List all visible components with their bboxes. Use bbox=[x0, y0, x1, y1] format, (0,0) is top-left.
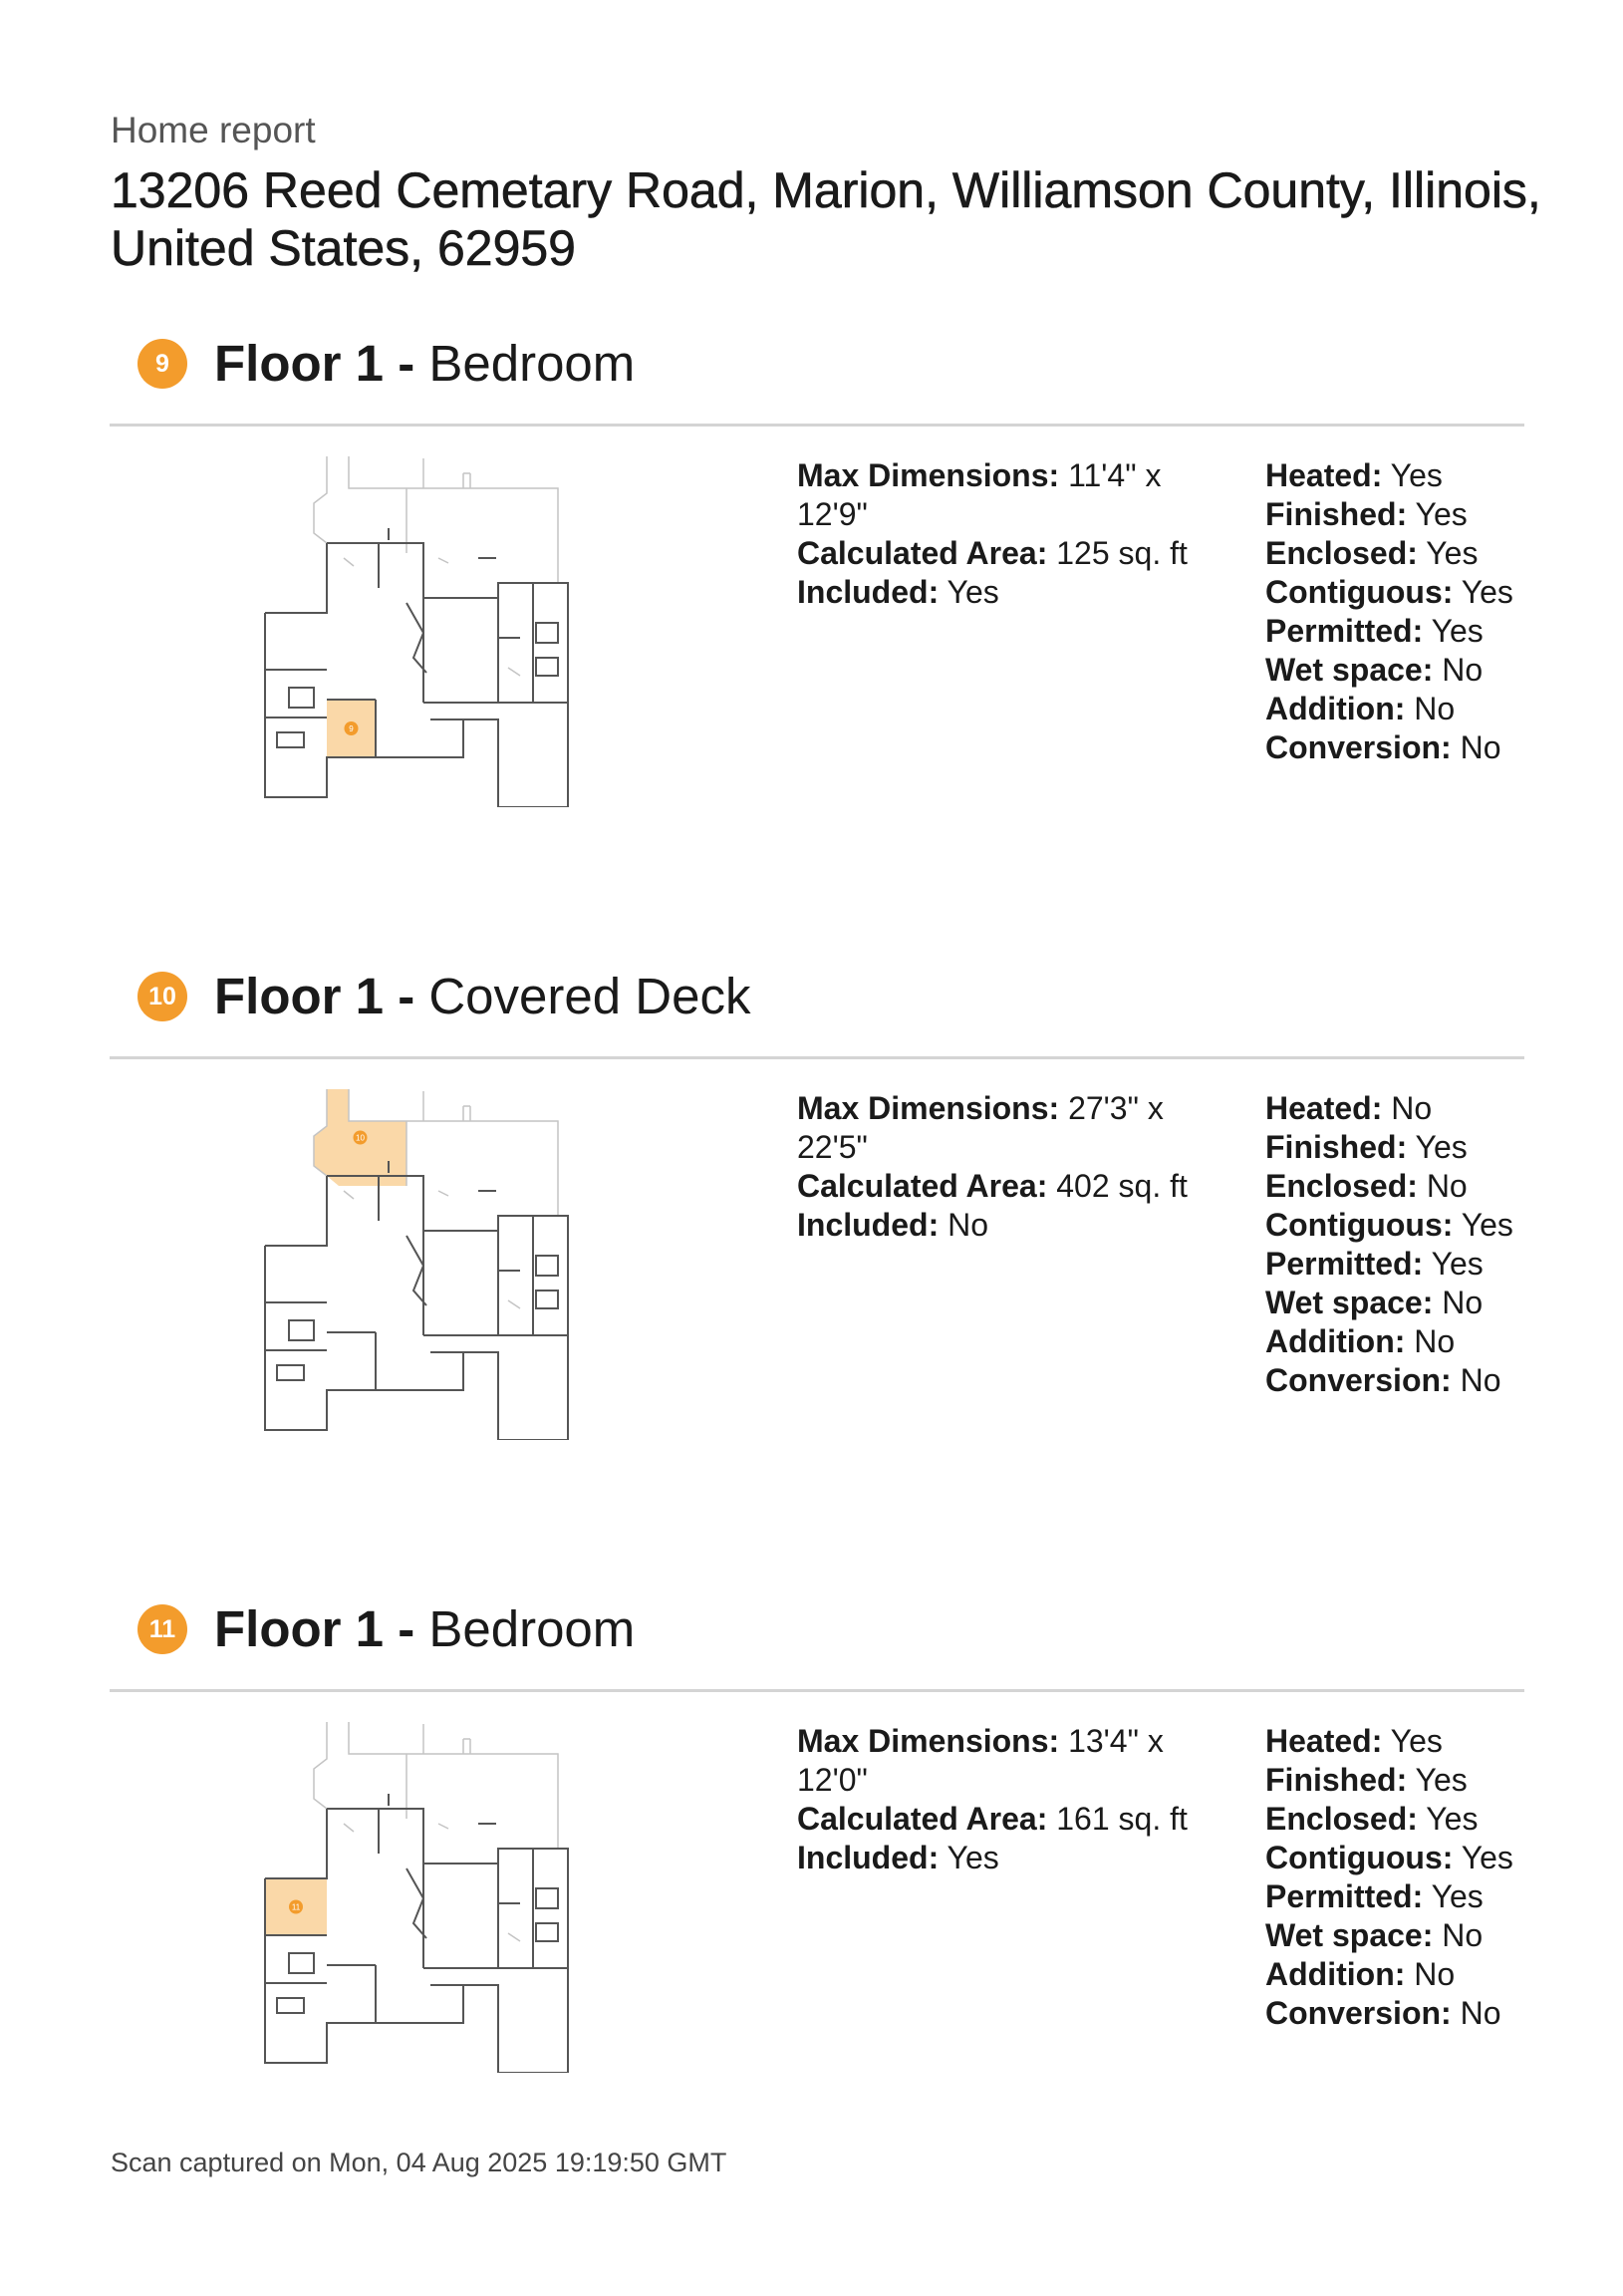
heated-label: Heated: bbox=[1265, 1090, 1383, 1126]
permitted-label: Permitted: bbox=[1265, 1246, 1424, 1282]
floor-plan-wall bbox=[430, 1985, 463, 2023]
finished-row bbox=[1265, 1128, 1524, 1167]
conversion-value: No bbox=[1460, 1995, 1501, 2031]
max-dimensions-value: 27'3" x 22'5" bbox=[797, 1090, 1164, 1165]
floor-plan-wall bbox=[289, 1953, 314, 1973]
addition-value: No bbox=[1414, 1323, 1456, 1359]
floor-plan-wall bbox=[536, 1923, 558, 1941]
floor-plan-wall bbox=[376, 1352, 568, 1440]
floor-plan-wall bbox=[289, 688, 314, 708]
calculated-area-value: 402 sq. ft bbox=[1056, 1168, 1188, 1204]
room-title-separator: - bbox=[398, 335, 415, 392]
floor-plan-outline bbox=[463, 1739, 470, 1754]
addition-value: No bbox=[1414, 691, 1456, 726]
permitted-label: Permitted: bbox=[1265, 1878, 1424, 1914]
included-label: Included: bbox=[797, 574, 940, 610]
room-title-separator: - bbox=[398, 968, 415, 1024]
conversion-value: No bbox=[1460, 1362, 1501, 1398]
max-dimensions-row bbox=[797, 1089, 1216, 1167]
wet-space-label: Wet space: bbox=[1265, 1285, 1434, 1320]
room-marker-number: 11 bbox=[291, 1902, 301, 1912]
calculated-area-row bbox=[797, 1800, 1216, 1839]
enclosed-label: Enclosed: bbox=[1265, 1168, 1418, 1204]
room-title bbox=[214, 329, 635, 399]
conversion-row bbox=[1265, 1361, 1524, 1400]
permitted-row bbox=[1265, 1877, 1524, 1916]
included-label: Included: bbox=[797, 1840, 940, 1875]
conversion-label: Conversion: bbox=[1265, 1995, 1452, 2031]
finished-label: Finished: bbox=[1265, 496, 1408, 532]
included-row bbox=[797, 1206, 1216, 1245]
addition-label: Addition: bbox=[1265, 691, 1406, 726]
contiguous-label: Contiguous: bbox=[1265, 1207, 1454, 1243]
permitted-label: Permitted: bbox=[1265, 613, 1424, 649]
max-dimensions-label: Max Dimensions: bbox=[797, 457, 1060, 493]
wet-space-row bbox=[1265, 1284, 1524, 1322]
floor-plan-thumbnail bbox=[259, 1714, 618, 2073]
floor-plan-wall bbox=[289, 1320, 314, 1340]
floor-plan-outline bbox=[349, 1722, 558, 1849]
room-header bbox=[0, 962, 1623, 1056]
max-dimensions-label: Max Dimensions: bbox=[797, 1723, 1060, 1759]
floor-plan-wall bbox=[277, 732, 304, 747]
floor-plan-wall bbox=[265, 1246, 376, 1430]
wet-space-value: No bbox=[1442, 1285, 1484, 1320]
room-attributes bbox=[1265, 1089, 1524, 1400]
floor-plan-drawing bbox=[259, 448, 618, 807]
floor-plan-drawing bbox=[259, 1714, 618, 2073]
section-divider bbox=[110, 424, 1524, 427]
addition-row bbox=[1265, 1322, 1524, 1361]
included-value: Yes bbox=[947, 1840, 999, 1875]
room-header bbox=[0, 329, 1623, 424]
section-divider bbox=[110, 1689, 1524, 1692]
section-divider bbox=[110, 1056, 1524, 1059]
enclosed-value: No bbox=[1426, 1168, 1468, 1204]
room-number-badge: 11 bbox=[137, 1604, 187, 1654]
calculated-area-value: 161 sq. ft bbox=[1056, 1801, 1188, 1837]
addition-label: Addition: bbox=[1265, 1956, 1406, 1992]
wet-space-value: No bbox=[1442, 1917, 1484, 1953]
floor-plan-wall bbox=[536, 1888, 558, 1908]
room-measurements bbox=[797, 456, 1216, 612]
floor-plan-wall bbox=[327, 1809, 568, 2073]
floor-plan-wall bbox=[430, 719, 463, 757]
contiguous-value: Yes bbox=[1461, 1840, 1513, 1875]
floor-plan-wall bbox=[327, 543, 568, 807]
floor-plan-wall bbox=[536, 658, 558, 676]
permitted-value: Yes bbox=[1431, 1878, 1484, 1914]
enclosed-row bbox=[1265, 534, 1524, 573]
finished-value: Yes bbox=[1415, 496, 1468, 532]
room-number-badge: 10 bbox=[137, 972, 187, 1021]
contiguous-row bbox=[1265, 1839, 1524, 1877]
max-dimensions-value: 11'4" x 12'9" bbox=[797, 457, 1162, 532]
room-name: Covered Deck bbox=[428, 968, 751, 1024]
floor-plan-wall bbox=[277, 1365, 304, 1380]
room-floor: Floor 1 bbox=[214, 335, 385, 392]
addition-row bbox=[1265, 690, 1524, 728]
contiguous-value: Yes bbox=[1461, 1207, 1513, 1243]
calculated-area-label: Calculated Area: bbox=[797, 1168, 1048, 1204]
floor-plan-wall bbox=[265, 1176, 327, 1246]
heated-row bbox=[1265, 1089, 1524, 1128]
max-dimensions-row bbox=[797, 456, 1216, 534]
enclosed-label: Enclosed: bbox=[1265, 1801, 1418, 1837]
calculated-area-row bbox=[797, 1167, 1216, 1206]
room-marker-number: 9 bbox=[349, 724, 354, 733]
floor-plan-wall bbox=[265, 1809, 327, 1878]
conversion-label: Conversion: bbox=[1265, 729, 1452, 765]
included-label: Included: bbox=[797, 1207, 940, 1243]
floor-plan-outline bbox=[314, 1722, 327, 1809]
contiguous-row bbox=[1265, 573, 1524, 612]
heated-row bbox=[1265, 456, 1524, 495]
room-name: Bedroom bbox=[428, 335, 636, 392]
wet-space-row bbox=[1265, 1916, 1524, 1955]
room-title-separator: - bbox=[398, 1600, 415, 1657]
room-attributes bbox=[1265, 1722, 1524, 2033]
calculated-area-row bbox=[797, 534, 1216, 573]
floor-plan-wall bbox=[277, 1998, 304, 2013]
max-dimensions-value: 13'4" x 12'0" bbox=[797, 1723, 1164, 1798]
calculated-area-value: 125 sq. ft bbox=[1056, 535, 1188, 571]
heated-row bbox=[1265, 1722, 1524, 1761]
room-number-badge: 9 bbox=[137, 339, 187, 389]
room-section bbox=[0, 329, 1623, 967]
report-label: Home report bbox=[111, 110, 316, 150]
finished-row bbox=[1265, 1761, 1524, 1800]
conversion-value: No bbox=[1460, 729, 1501, 765]
contiguous-row bbox=[1265, 1206, 1524, 1245]
finished-label: Finished: bbox=[1265, 1129, 1408, 1165]
permitted-row bbox=[1265, 612, 1524, 651]
conversion-row bbox=[1265, 728, 1524, 767]
enclosed-value: Yes bbox=[1426, 535, 1479, 571]
heated-value: No bbox=[1391, 1090, 1433, 1126]
conversion-row bbox=[1265, 1994, 1524, 2033]
contiguous-label: Contiguous: bbox=[1265, 574, 1454, 610]
conversion-label: Conversion: bbox=[1265, 1362, 1452, 1398]
scan-timestamp: Scan captured on Mon, 04 Aug 2025 19:19:50 GMT bbox=[111, 2148, 727, 2177]
floor-plan-wall bbox=[376, 719, 568, 807]
wet-space-label: Wet space: bbox=[1265, 652, 1434, 688]
room-floor: Floor 1 bbox=[214, 968, 385, 1024]
room-measurements bbox=[797, 1722, 1216, 1877]
floor-plan-wall bbox=[327, 1176, 568, 1440]
calculated-area-label: Calculated Area: bbox=[797, 1801, 1048, 1837]
floor-plan-outline bbox=[314, 456, 327, 543]
room-attributes bbox=[1265, 456, 1524, 767]
floor-plan-wall bbox=[376, 1985, 568, 2073]
finished-value: Yes bbox=[1415, 1762, 1468, 1798]
floor-plan-outline bbox=[463, 1106, 470, 1121]
floor-plan-wall bbox=[536, 1291, 558, 1308]
enclosed-row bbox=[1265, 1167, 1524, 1206]
floor-plan-wall bbox=[265, 543, 327, 613]
room-section bbox=[0, 1594, 1623, 2232]
floor-plan-outline bbox=[463, 473, 470, 488]
heated-value: Yes bbox=[1390, 1723, 1443, 1759]
enclosed-value: Yes bbox=[1426, 1801, 1479, 1837]
heated-label: Heated: bbox=[1265, 457, 1383, 493]
floor-plan-outline bbox=[344, 1824, 520, 1941]
enclosed-row bbox=[1265, 1800, 1524, 1839]
wet-space-value: No bbox=[1442, 652, 1484, 688]
wet-space-label: Wet space: bbox=[1265, 1917, 1434, 1953]
included-row bbox=[797, 573, 1216, 612]
heated-label: Heated: bbox=[1265, 1723, 1383, 1759]
floor-plan-outline bbox=[344, 558, 520, 676]
permitted-value: Yes bbox=[1431, 1246, 1484, 1282]
property-address: 13206 Reed Cemetary Road, Marion, Williamson County, Illinois, United States, 62959 bbox=[111, 162, 1541, 276]
included-row bbox=[797, 1839, 1216, 1877]
floor-plan-wall bbox=[536, 623, 558, 643]
heated-value: Yes bbox=[1390, 457, 1443, 493]
included-value: No bbox=[947, 1207, 989, 1243]
permitted-value: Yes bbox=[1431, 613, 1484, 649]
wet-space-row bbox=[1265, 651, 1524, 690]
enclosed-label: Enclosed: bbox=[1265, 535, 1418, 571]
room-name: Bedroom bbox=[428, 1600, 636, 1657]
floor-plan-wall bbox=[430, 1352, 463, 1390]
room-measurements bbox=[797, 1089, 1216, 1245]
finished-label: Finished: bbox=[1265, 1762, 1408, 1798]
contiguous-value: Yes bbox=[1461, 574, 1513, 610]
room-marker-number: 10 bbox=[356, 1133, 365, 1143]
floor-plan-thumbnail bbox=[259, 1081, 618, 1440]
max-dimensions-label: Max Dimensions: bbox=[797, 1090, 1060, 1126]
room-title bbox=[214, 1594, 635, 1664]
permitted-row bbox=[1265, 1245, 1524, 1284]
calculated-area-label: Calculated Area: bbox=[797, 535, 1048, 571]
room-floor: Floor 1 bbox=[214, 1600, 385, 1657]
addition-label: Addition: bbox=[1265, 1323, 1406, 1359]
included-value: Yes bbox=[947, 574, 999, 610]
floor-plan-thumbnail bbox=[259, 448, 618, 807]
room-section bbox=[0, 962, 1623, 1599]
finished-row bbox=[1265, 495, 1524, 534]
floor-plan-drawing bbox=[259, 1081, 618, 1440]
contiguous-label: Contiguous: bbox=[1265, 1840, 1454, 1875]
floor-plan-outline bbox=[344, 1191, 520, 1308]
floor-plan-outline bbox=[349, 456, 558, 583]
addition-value: No bbox=[1414, 1956, 1456, 1992]
max-dimensions-row bbox=[797, 1722, 1216, 1800]
floor-plan-wall bbox=[536, 1256, 558, 1276]
finished-value: Yes bbox=[1415, 1129, 1468, 1165]
room-title bbox=[214, 962, 750, 1031]
addition-row bbox=[1265, 1955, 1524, 1994]
room-header bbox=[0, 1594, 1623, 1689]
